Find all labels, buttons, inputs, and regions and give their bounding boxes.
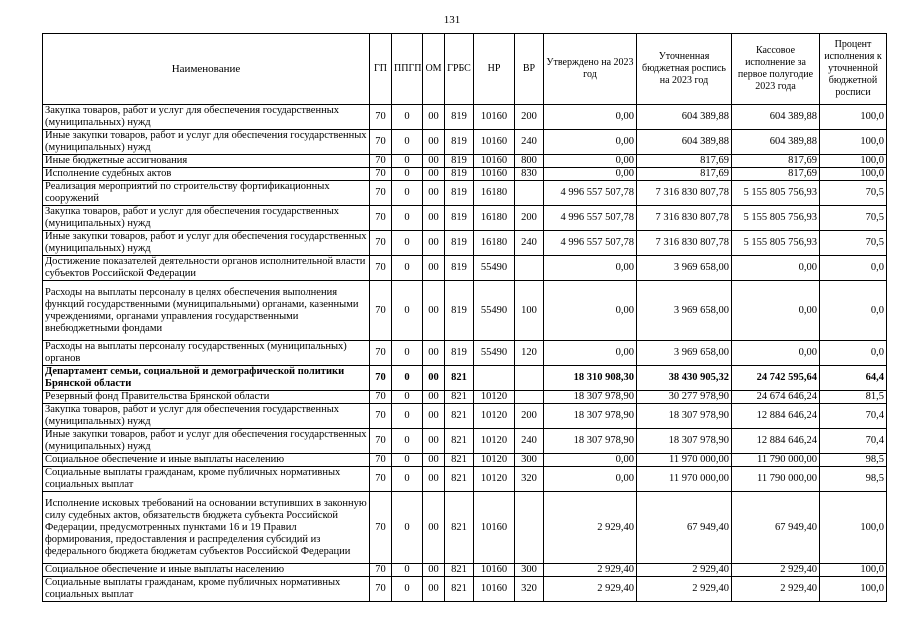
table-row: [43, 577, 887, 602]
budget-table: [42, 33, 887, 602]
cell-approved: 0,00: [544, 168, 637, 181]
cell-om: 00: [423, 341, 445, 366]
cell-refined: 817,69: [637, 155, 732, 168]
cell-gp: 70: [370, 391, 392, 404]
cell-gp: 70: [370, 281, 392, 341]
cell-name: Иные закупки товаров, работ и услуг для обеспечения государственных (муниципальных) нужд: [43, 130, 370, 155]
table-row: [43, 155, 887, 168]
cell-cash: 24 742 595,64: [732, 366, 820, 391]
cell-ppgp: 0: [392, 181, 423, 206]
cell-vr: [515, 256, 544, 281]
cell-refined: 18 307 978,90: [637, 404, 732, 429]
cell-name: Реализация мероприятий по строительству фортификационных сооружений: [43, 181, 370, 206]
cell-cash: 817,69: [732, 155, 820, 168]
cell-ppgp: 0: [392, 467, 423, 492]
cell-name: Резервный фонд Правительства Брянской области: [43, 391, 370, 404]
table-row: [43, 168, 887, 181]
cell-gp: 70: [370, 454, 392, 467]
cell-approved: 18 307 978,90: [544, 429, 637, 454]
cell-percent: 81,5: [820, 391, 887, 404]
cell-vr: 240: [515, 231, 544, 256]
cell-om: 00: [423, 454, 445, 467]
cell-om: 00: [423, 492, 445, 564]
cell-approved: 0,00: [544, 130, 637, 155]
cell-gp: 70: [370, 155, 392, 168]
cell-name: Департамент семьи, социальной и демографической политики Брянской области: [43, 366, 370, 391]
cell-nr: 16180: [474, 181, 515, 206]
cell-grbs: 819: [445, 231, 474, 256]
table-row: [43, 130, 887, 155]
cell-ppgp: 0: [392, 231, 423, 256]
cell-percent: 70,4: [820, 404, 887, 429]
cell-om: 00: [423, 168, 445, 181]
cell-percent: 98,5: [820, 467, 887, 492]
cell-name: Социальное обеспечение и иные выплаты населению: [43, 564, 370, 577]
cell-nr: 10120: [474, 429, 515, 454]
cell-cash: 2 929,40: [732, 577, 820, 602]
cell-cash: 0,00: [732, 281, 820, 341]
cell-om: 00: [423, 429, 445, 454]
cell-om: 00: [423, 366, 445, 391]
cell-percent: 100,0: [820, 130, 887, 155]
cell-name: Исполнение исковых требований на основании вступивших в законную силу судебных актов, обязательств бюджета субъекта Российской Федерации, предусмотренных пунктами 16 и 19 Правил формирования, предоставления и распределения субсидий из федерального бюджета бюджетам субъектов Российской Федерации: [43, 492, 370, 564]
cell-percent: 100,0: [820, 577, 887, 602]
cell-cash: 604 389,88: [732, 105, 820, 130]
cell-grbs: 821: [445, 564, 474, 577]
cell-vr: 200: [515, 206, 544, 231]
cell-approved: 0,00: [544, 256, 637, 281]
cell-ppgp: 0: [392, 429, 423, 454]
cell-percent: 100,0: [820, 155, 887, 168]
cell-cash: 0,00: [732, 256, 820, 281]
cell-nr: 10120: [474, 404, 515, 429]
header-percent: Процент исполнения к уточненной бюджетной росписи: [820, 34, 887, 105]
cell-vr: 320: [515, 467, 544, 492]
cell-gp: 70: [370, 105, 392, 130]
cell-vr: [515, 366, 544, 391]
table-row: [43, 341, 887, 366]
cell-vr: 200: [515, 404, 544, 429]
table-header-row: [43, 34, 887, 105]
cell-name: Социальное обеспечение и иные выплаты населению: [43, 454, 370, 467]
table-row: [43, 467, 887, 492]
cell-refined: 11 970 000,00: [637, 467, 732, 492]
cell-om: 00: [423, 577, 445, 602]
cell-nr: 16180: [474, 231, 515, 256]
cell-percent: 98,5: [820, 454, 887, 467]
cell-refined: 11 970 000,00: [637, 454, 732, 467]
cell-name: Достижение показателей деятельности органов исполнительной власти субъектов Российской Федерации: [43, 256, 370, 281]
cell-gp: 70: [370, 181, 392, 206]
table-row: [43, 454, 887, 467]
cell-gp: 70: [370, 256, 392, 281]
cell-nr: 10120: [474, 467, 515, 492]
cell-ppgp: 0: [392, 341, 423, 366]
cell-cash: 24 674 646,24: [732, 391, 820, 404]
cell-om: 00: [423, 467, 445, 492]
header-om: ОМ: [423, 34, 445, 105]
cell-refined: 2 929,40: [637, 577, 732, 602]
header-cash: Кассовое исполнение за первое полугодие 2023 года: [732, 34, 820, 105]
cell-cash: 67 949,40: [732, 492, 820, 564]
cell-vr: 100: [515, 281, 544, 341]
cell-grbs: 821: [445, 391, 474, 404]
cell-vr: 240: [515, 130, 544, 155]
cell-ppgp: 0: [392, 206, 423, 231]
cell-nr: 55490: [474, 341, 515, 366]
cell-ppgp: 0: [392, 168, 423, 181]
cell-gp: 70: [370, 467, 392, 492]
cell-grbs: 819: [445, 168, 474, 181]
cell-approved: 0,00: [544, 105, 637, 130]
cell-percent: 64,4: [820, 366, 887, 391]
cell-cash: 11 790 000,00: [732, 467, 820, 492]
cell-name: Расходы на выплаты персоналу в целях обеспечения выполнения функций государственными (муниципальными) органами, казенными учреждениями, органами управления государственными внебюджетными фондами: [43, 281, 370, 341]
cell-nr: 10160: [474, 564, 515, 577]
cell-nr: 16180: [474, 206, 515, 231]
cell-grbs: 819: [445, 256, 474, 281]
cell-gp: 70: [370, 366, 392, 391]
cell-refined: 7 316 830 807,78: [637, 181, 732, 206]
cell-refined: 7 316 830 807,78: [637, 206, 732, 231]
cell-om: 00: [423, 564, 445, 577]
cell-ppgp: 0: [392, 454, 423, 467]
cell-om: 00: [423, 391, 445, 404]
cell-nr: 55490: [474, 256, 515, 281]
cell-vr: 830: [515, 168, 544, 181]
cell-cash: 604 389,88: [732, 130, 820, 155]
cell-nr: 10160: [474, 577, 515, 602]
cell-grbs: 819: [445, 181, 474, 206]
cell-vr: 300: [515, 454, 544, 467]
cell-ppgp: 0: [392, 256, 423, 281]
cell-vr: 800: [515, 155, 544, 168]
cell-gp: 70: [370, 577, 392, 602]
cell-refined: 30 277 978,90: [637, 391, 732, 404]
cell-nr: 10160: [474, 155, 515, 168]
table-row: [43, 181, 887, 206]
cell-grbs: 821: [445, 404, 474, 429]
cell-grbs: 821: [445, 492, 474, 564]
cell-refined: 604 389,88: [637, 105, 732, 130]
cell-ppgp: 0: [392, 155, 423, 168]
cell-percent: 70,5: [820, 206, 887, 231]
cell-approved: 0,00: [544, 341, 637, 366]
header-ppgp: ППГП: [392, 34, 423, 105]
table-row: [43, 231, 887, 256]
cell-gp: 70: [370, 168, 392, 181]
table-row: [43, 429, 887, 454]
cell-gp: 70: [370, 231, 392, 256]
cell-approved: 18 310 908,30: [544, 366, 637, 391]
cell-cash: 5 155 805 756,93: [732, 231, 820, 256]
cell-ppgp: 0: [392, 105, 423, 130]
cell-ppgp: 0: [392, 577, 423, 602]
cell-grbs: 821: [445, 577, 474, 602]
cell-grbs: 819: [445, 105, 474, 130]
cell-refined: 3 969 658,00: [637, 281, 732, 341]
cell-name: Исполнение судебных актов: [43, 168, 370, 181]
cell-om: 00: [423, 281, 445, 341]
table-body: [43, 105, 887, 602]
cell-gp: 70: [370, 404, 392, 429]
cell-refined: 3 969 658,00: [637, 341, 732, 366]
cell-approved: 0,00: [544, 155, 637, 168]
cell-name: Закупка товаров, работ и услуг для обеспечения государственных (муниципальных) нужд: [43, 105, 370, 130]
cell-gp: 70: [370, 206, 392, 231]
cell-refined: 67 949,40: [637, 492, 732, 564]
cell-ppgp: 0: [392, 281, 423, 341]
cell-percent: 0,0: [820, 256, 887, 281]
cell-vr: [515, 492, 544, 564]
cell-percent: 0,0: [820, 341, 887, 366]
cell-cash: 2 929,40: [732, 564, 820, 577]
cell-refined: 3 969 658,00: [637, 256, 732, 281]
cell-percent: 100,0: [820, 105, 887, 130]
cell-percent: 100,0: [820, 168, 887, 181]
cell-cash: 5 155 805 756,93: [732, 206, 820, 231]
cell-name: Расходы на выплаты персоналу государственных (муниципальных) органов: [43, 341, 370, 366]
cell-om: 00: [423, 105, 445, 130]
cell-grbs: 821: [445, 454, 474, 467]
cell-nr: 10160: [474, 105, 515, 130]
table-row: [43, 366, 887, 391]
cell-om: 00: [423, 231, 445, 256]
header-name: Наименование: [43, 34, 370, 105]
cell-percent: 100,0: [820, 492, 887, 564]
cell-approved: 0,00: [544, 454, 637, 467]
table-row: [43, 105, 887, 130]
header-approved: Утверждено на 2023 год: [544, 34, 637, 105]
cell-name: Закупка товаров, работ и услуг для обеспечения государственных (муниципальных) нужд: [43, 404, 370, 429]
cell-grbs: 819: [445, 155, 474, 168]
cell-approved: 4 996 557 507,78: [544, 206, 637, 231]
cell-vr: 320: [515, 577, 544, 602]
cell-nr: 10160: [474, 492, 515, 564]
header-grbs: ГРБС: [445, 34, 474, 105]
cell-name: Социальные выплаты гражданам, кроме публичных нормативных социальных выплат: [43, 577, 370, 602]
cell-vr: 120: [515, 341, 544, 366]
table-row: [43, 492, 887, 564]
cell-grbs: 821: [445, 467, 474, 492]
cell-refined: 2 929,40: [637, 564, 732, 577]
cell-ppgp: 0: [392, 130, 423, 155]
cell-nr: 10160: [474, 130, 515, 155]
cell-approved: 0,00: [544, 281, 637, 341]
cell-vr: [515, 181, 544, 206]
cell-name: Иные бюджетные ассигнования: [43, 155, 370, 168]
cell-ppgp: 0: [392, 366, 423, 391]
cell-cash: 12 884 646,24: [732, 429, 820, 454]
cell-approved: 2 929,40: [544, 564, 637, 577]
header-gp: ГП: [370, 34, 392, 105]
cell-nr: 55490: [474, 281, 515, 341]
cell-approved: 0,00: [544, 467, 637, 492]
cell-nr: 10160: [474, 168, 515, 181]
cell-approved: 18 307 978,90: [544, 404, 637, 429]
header-nr: НР: [474, 34, 515, 105]
cell-om: 00: [423, 155, 445, 168]
cell-name: Иные закупки товаров, работ и услуг для обеспечения государственных (муниципальных) нужд: [43, 231, 370, 256]
cell-vr: 240: [515, 429, 544, 454]
cell-cash: 11 790 000,00: [732, 454, 820, 467]
cell-gp: 70: [370, 564, 392, 577]
cell-percent: 100,0: [820, 564, 887, 577]
cell-ppgp: 0: [392, 564, 423, 577]
cell-cash: 5 155 805 756,93: [732, 181, 820, 206]
cell-vr: 200: [515, 105, 544, 130]
cell-nr: [474, 366, 515, 391]
cell-approved: 18 307 978,90: [544, 391, 637, 404]
cell-approved: 4 996 557 507,78: [544, 181, 637, 206]
cell-refined: 38 430 905,32: [637, 366, 732, 391]
cell-cash: 12 884 646,24: [732, 404, 820, 429]
cell-gp: 70: [370, 492, 392, 564]
cell-grbs: 821: [445, 429, 474, 454]
cell-refined: 604 389,88: [637, 130, 732, 155]
cell-gp: 70: [370, 429, 392, 454]
cell-nr: 10120: [474, 454, 515, 467]
cell-gp: 70: [370, 130, 392, 155]
header-refined: Уточненная бюджетная роспись на 2023 год: [637, 34, 732, 105]
page-number: 131: [443, 14, 461, 26]
cell-refined: 18 307 978,90: [637, 429, 732, 454]
cell-grbs: 819: [445, 341, 474, 366]
table-row: [43, 404, 887, 429]
cell-vr: 300: [515, 564, 544, 577]
cell-nr: 10120: [474, 391, 515, 404]
cell-om: 00: [423, 181, 445, 206]
cell-gp: 70: [370, 341, 392, 366]
cell-refined: 7 316 830 807,78: [637, 231, 732, 256]
cell-om: 00: [423, 206, 445, 231]
table-row: [43, 391, 887, 404]
table-row: [43, 206, 887, 231]
table-row: [43, 281, 887, 341]
cell-approved: 4 996 557 507,78: [544, 231, 637, 256]
cell-percent: 70,5: [820, 231, 887, 256]
table-row: [43, 256, 887, 281]
cell-grbs: 819: [445, 130, 474, 155]
header-vr: ВР: [515, 34, 544, 105]
cell-cash: 817,69: [732, 168, 820, 181]
cell-name: Закупка товаров, работ и услуг для обеспечения государственных (муниципальных) нужд: [43, 206, 370, 231]
cell-name: Социальные выплаты гражданам, кроме публичных нормативных социальных выплат: [43, 467, 370, 492]
cell-percent: 0,0: [820, 281, 887, 341]
cell-percent: 70,5: [820, 181, 887, 206]
cell-om: 00: [423, 404, 445, 429]
cell-cash: 0,00: [732, 341, 820, 366]
table-row: [43, 564, 887, 577]
cell-approved: 2 929,40: [544, 577, 637, 602]
cell-grbs: 819: [445, 281, 474, 341]
cell-ppgp: 0: [392, 391, 423, 404]
cell-ppgp: 0: [392, 492, 423, 564]
cell-grbs: 819: [445, 206, 474, 231]
cell-refined: 817,69: [637, 168, 732, 181]
cell-ppgp: 0: [392, 404, 423, 429]
cell-approved: 2 929,40: [544, 492, 637, 564]
cell-vr: [515, 391, 544, 404]
cell-percent: 70,4: [820, 429, 887, 454]
cell-grbs: 821: [445, 366, 474, 391]
cell-om: 00: [423, 130, 445, 155]
cell-name: Иные закупки товаров, работ и услуг для обеспечения государственных (муниципальных) нужд: [43, 429, 370, 454]
cell-om: 00: [423, 256, 445, 281]
